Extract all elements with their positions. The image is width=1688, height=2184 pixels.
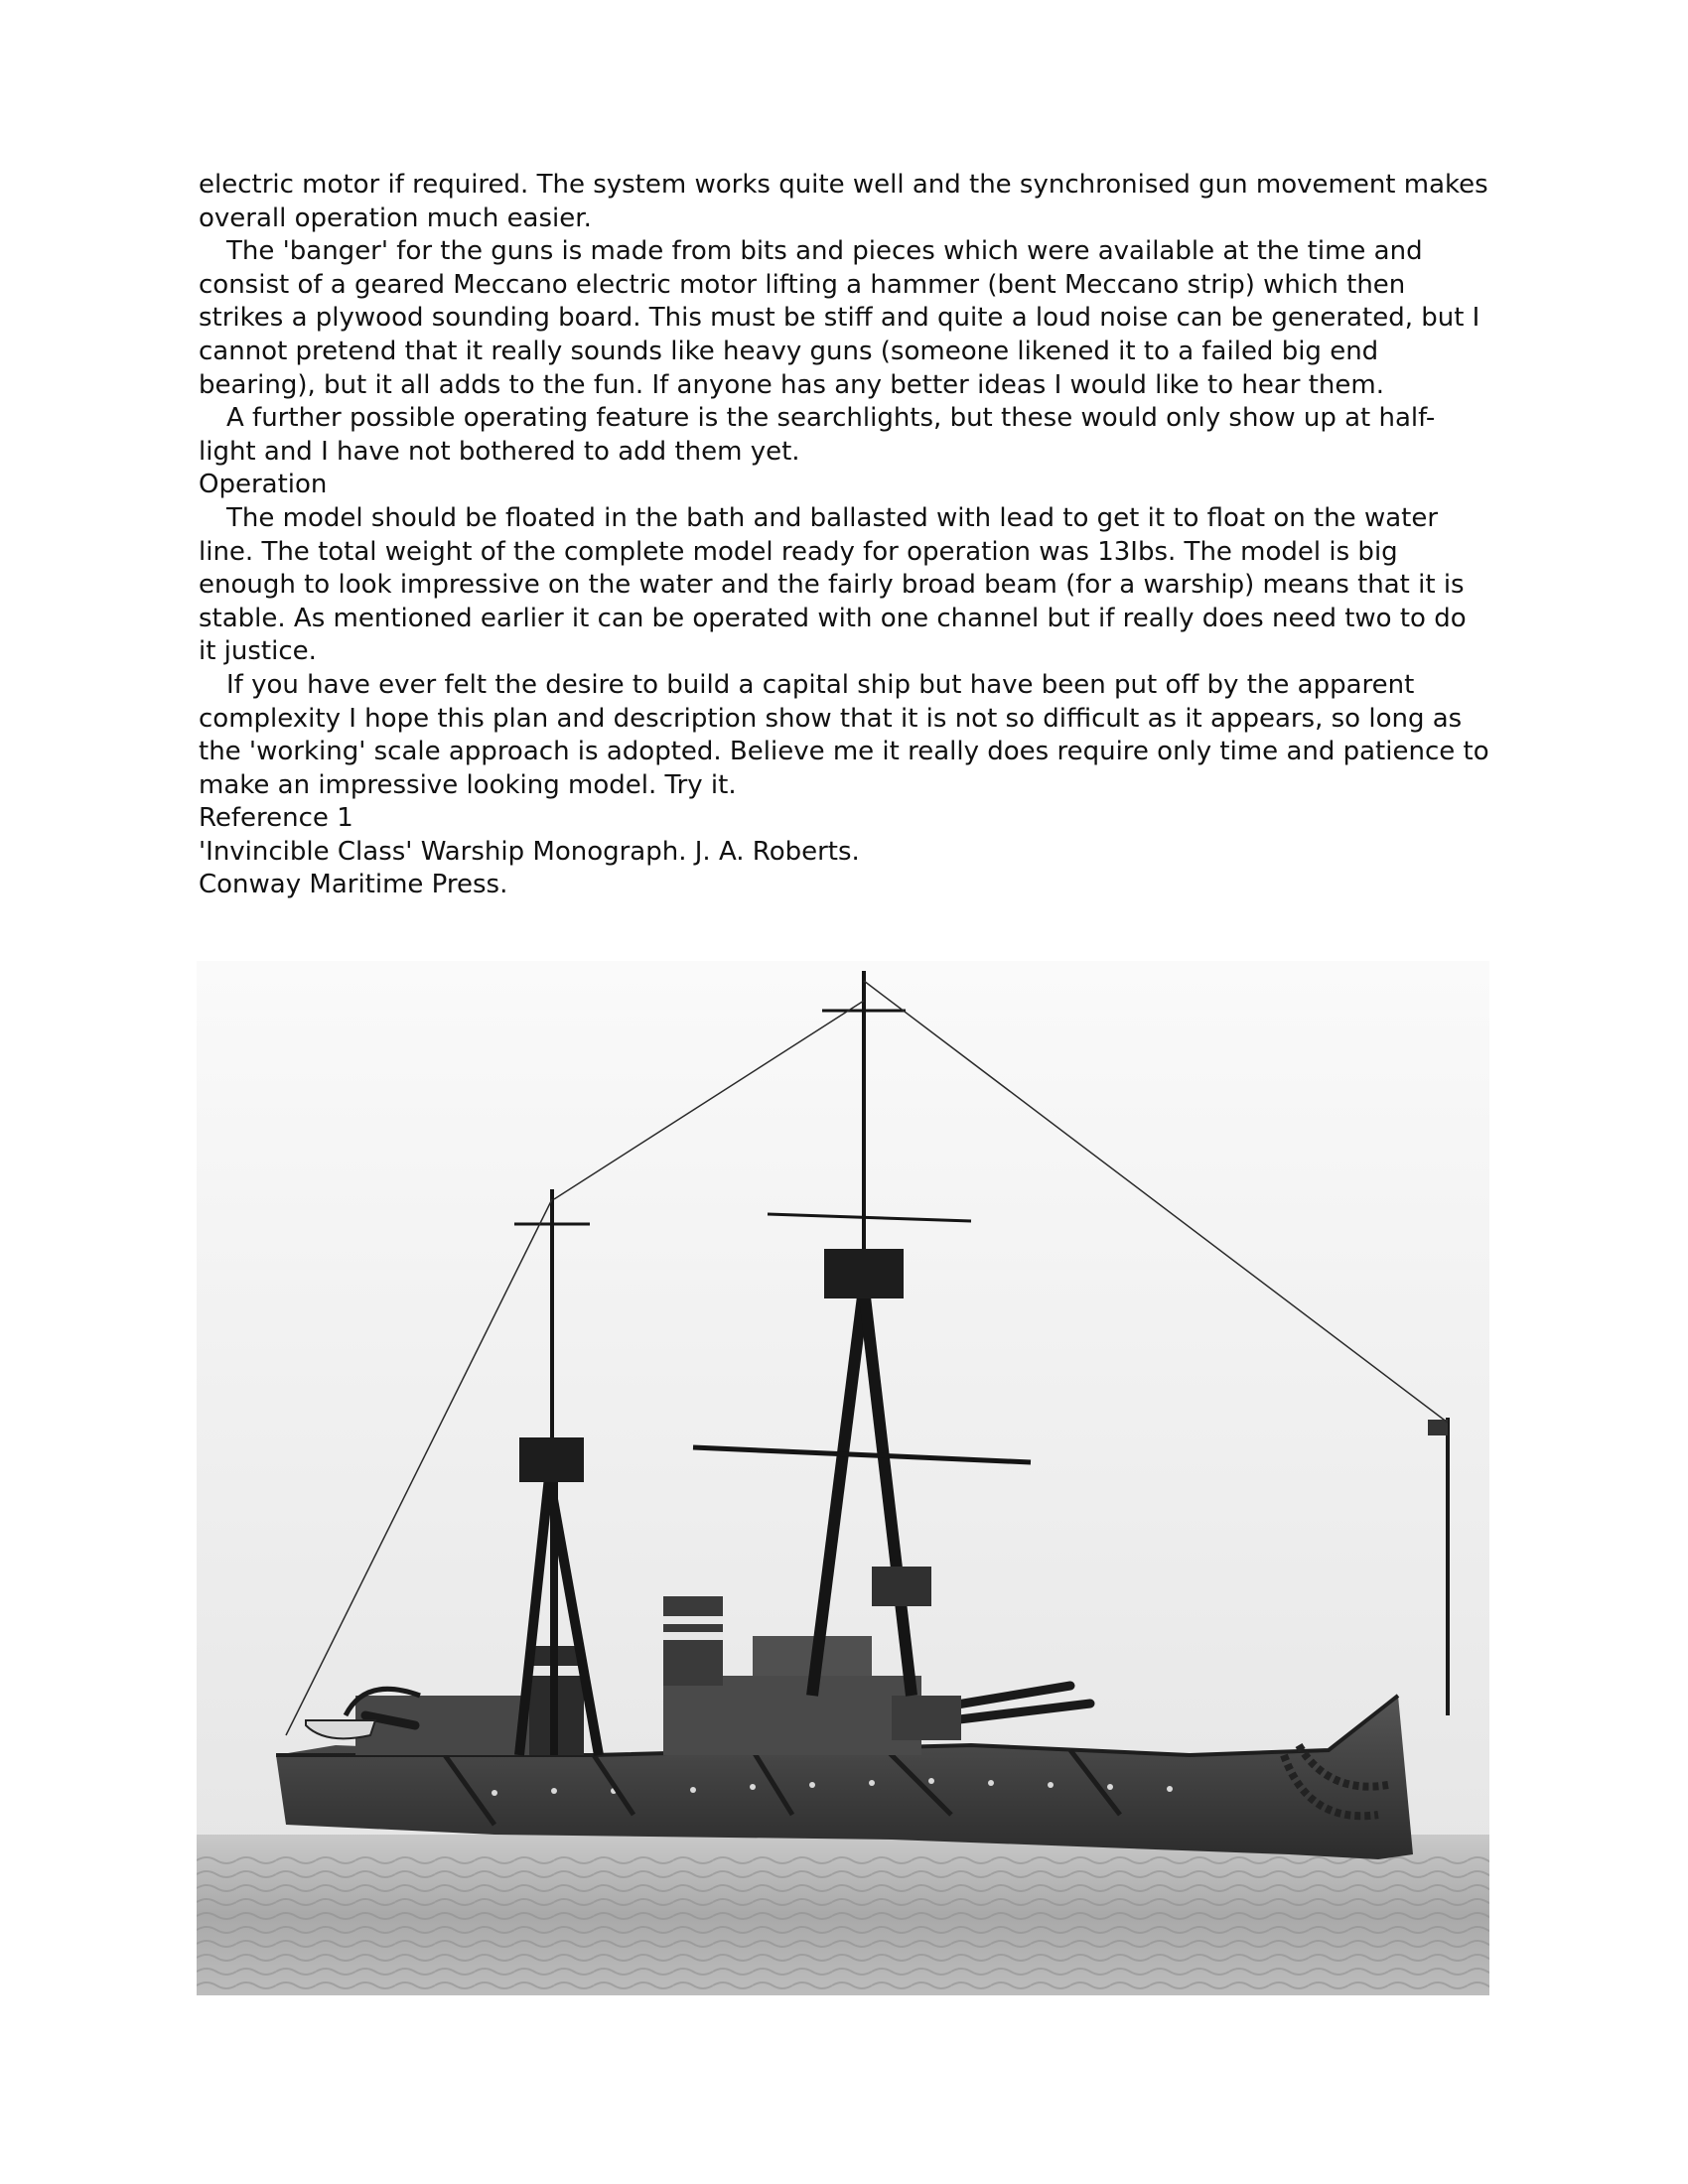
article-text bbox=[199, 169, 1489, 902]
paragraph-banger: The 'banger' for the guns is made from bits and pieces which were available at the time and consist of a geared Meccano electric motor lifting a hammer (bent Meccano strip) which then strikes a plywood sounding board. This must be stiff and quite a loud noise can be generated, but I cannot pretend that it really sounds like heavy guns (someone likened it to a failed big end bearing), but it all adds to the fun. If anyone has any better ideas I would like to hear them. bbox=[199, 236, 1480, 400]
paragraph-capital-ship: If you have ever felt the desire to build a capital ship but have been put off by the apparent complexity I hope this plan and description show that it is not so difficult as it appears, so long as the 'working' scale approach is adopted. Believe me it really does require only time and patience to make an impressive looking model. Try it. bbox=[199, 669, 1489, 800]
heading-operation: Operation bbox=[199, 470, 328, 500]
paragraph-operation: The model should be floated in the bath and ballasted with lead to get it to float on the water line. The total weight of the complete model ready for operation was 13Ibs. The model is big enough to look impressive on the water and the fairly broad beam (for a warship) means that it is stable. As mentioned earlier it can be operated with one channel but if really does need two to do it justice. bbox=[199, 502, 1467, 667]
heading-reference: Reference 1 bbox=[199, 803, 353, 834]
reference-publisher: Conway Maritime Press. bbox=[199, 870, 508, 900]
battlecruiser-photo bbox=[197, 961, 1489, 1995]
ship-illustration bbox=[197, 961, 1489, 1995]
paragraph-motor: electric motor if required. The system works quite well and the synchronised gun movement makes overall operation much easier. bbox=[199, 170, 1488, 233]
paragraph-searchlights: A further possible operating feature is the searchlights, but these would only show up at half-light and I have not bothered to add them yet. bbox=[199, 403, 1436, 467]
reference-title: 'Invincible Class' Warship Monograph. J. A. Roberts. bbox=[199, 836, 860, 867]
